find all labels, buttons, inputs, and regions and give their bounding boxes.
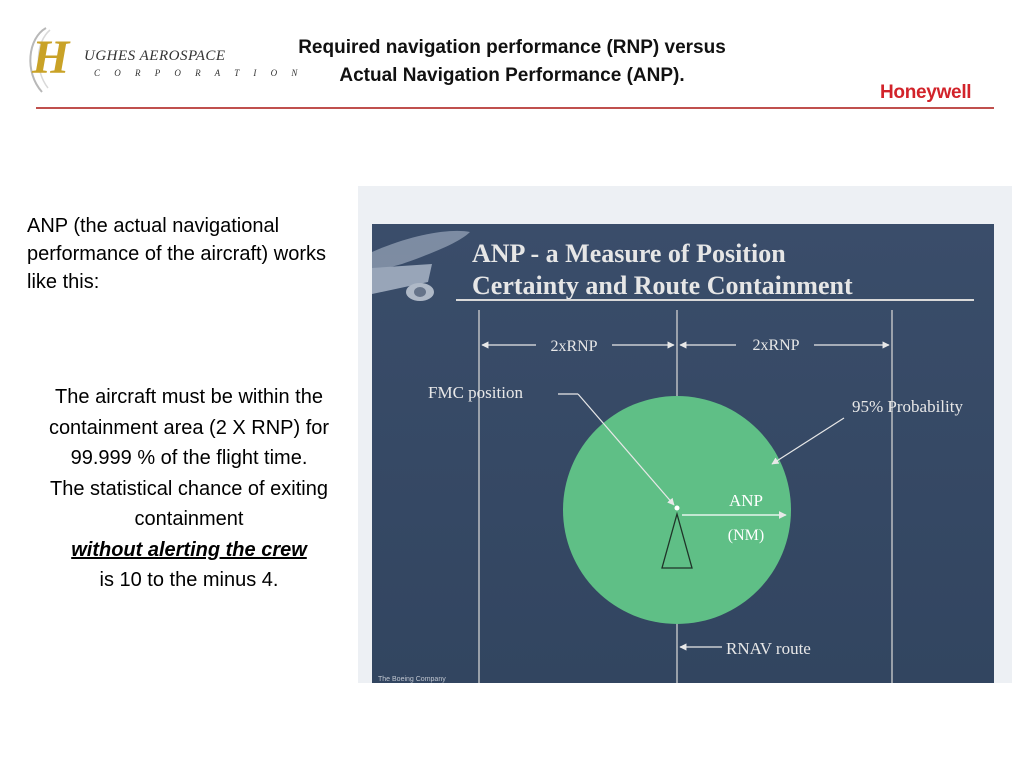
header-divider — [36, 107, 994, 109]
logo-company-name: UGHES AEROSPACE — [84, 48, 226, 64]
probability-text: is 10 to the minus 4. — [99, 569, 279, 591]
intro-text: ANP (the actual navigational performance of the aircraft) works like this: — [27, 215, 326, 293]
anp-unit-label: (NM) — [727, 527, 765, 544]
hughes-aerospace-logo — [24, 22, 304, 98]
anp-diagram — [372, 224, 994, 683]
fmc-position-dot — [675, 506, 680, 511]
right-2xrnp-label: 2xRNP — [752, 337, 800, 354]
slide-title-line-1: Required navigation performance (RNP) versus — [298, 37, 726, 58]
logo-corporation: C O R P O R A T I O N — [94, 68, 304, 78]
exit-chance-text: The statistical chance of exiting containment — [50, 477, 328, 530]
rnav-route-label: RNAV route — [726, 639, 811, 658]
figure-title-line-2: Certainty and Route Containment — [472, 271, 853, 300]
probability-label: 95% Probability — [852, 397, 963, 416]
containment-requirement: The aircraft must be within the containment area (2 X RNP) for 99.999 % of the flight time. — [48, 386, 330, 469]
figure-title-line-1: ANP - a Measure of Position — [472, 239, 786, 268]
slide-title-line-2: Actual Navigation Performance (ANP). — [339, 65, 685, 86]
anp-label: ANP — [728, 491, 764, 510]
honeywell-logo: Honeywell — [880, 82, 972, 103]
figure-footer: The Boeing Company — [378, 676, 446, 683]
fmc-position-label: FMC position — [428, 383, 523, 402]
slide-title — [240, 34, 784, 90]
left-2xrnp-label: 2xRNP — [550, 338, 598, 355]
logo-initial: H — [32, 31, 70, 84]
alert-emphasis: without alerting the crew — [71, 538, 307, 561]
containment-explanation — [22, 382, 356, 596]
